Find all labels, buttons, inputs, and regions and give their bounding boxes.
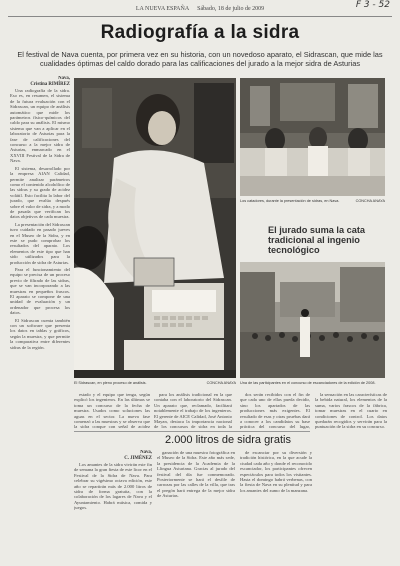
tasters-photo-image [240, 78, 385, 196]
lower-headline: 2.000 litros de sidra gratis [165, 434, 291, 446]
masthead-paper: LA NUEVA ESPAÑA [135, 6, 190, 12]
mid-column-text: estado y el equipo que tenga, según explicó los ingenieros. En las últimas se toma un concurso de la fecha de muestra. Usados como soluciones las aguas en el sector. La nueva fase comenzó a las muestras y se observa que la sidra conque con señal de acidez [74, 392, 150, 430]
top-right-photo-credit: CONCHA ANAYA [355, 199, 385, 203]
masthead-date: Sábado, 18 de julio de 2009 [197, 6, 265, 12]
handwritten-mark: F 3 - 52 [355, 0, 390, 10]
lower-column-2 [157, 450, 235, 550]
mid-column-text: la sensación en las características de la bebida natural, los elementos de la suma, varios frascos de la fábrica, tomar muestras en el cuarto en condiciones de control. Los datos quedarán recogidos y servirán para la puntuación de la sidra en su concurso. [315, 392, 387, 430]
left-paragraph: La presentación del Sidrascan tuvo cuidado en pasado jueves en el Museo de la Sidra, y en este se pudo comprobar los resultados del aparato. Los elementos de este tipo que han sido utilizados para la producción de sidra de Asturias. [10, 221, 70, 265]
mid-column-4 [315, 392, 387, 542]
left-byline-place: Nava, [58, 76, 70, 81]
left-paragraph: El sistema, desarrollado por la empresa AIAN Calidad, permite analizar parámetros como el contenido alcohólico de las sidras y su grado de acidez volátil. Esto facilita la labor del jurado, que evalúa después sobre el valor de sidra, y a modo de pasada que verifican los datos objetivos de cada muestra. [10, 165, 70, 220]
lower-column-text: de escanciar por su diversión y tradición histórica, en la que acude la ciudad cada año y donde el reconocido escanciador, los participantes ofrecen espectáculos para todos los visitantes. Hasta el domingo habrá verbenas, con la fiesta de Nava en su plenitud y para los amantes del zumo de la manzana. [240, 450, 312, 493]
bottom-right-photo-caption: Una de las participantes en el concurso de escanciadores de la edición de 2008. [240, 381, 376, 385]
lower-column-text: Los amantes de la sidra vivirán este fin de semana la gran fiesta de este licor en el Festival de la Sidra de Nava. Para celebrar su vigésimo octava edición, este año se repartirán más de 2.000 litros de sidra de forma gratuita, con la colaboración de los lagares de Nava y el Ayuntamiento. Habrá música, comida y juegos. [74, 462, 152, 511]
main-photo [74, 78, 236, 378]
mid-column-text: dos serán recibidos con el fin de que cada uno de ellas pueda decidir, sino los apartados de las producciones más exigentes. El resultado de esas y otras pruebas dará a conocer a los candidatos su base práctica del concurso del lugar, [240, 392, 310, 430]
subhead: El festival de Nava cuenta, por primera vez en su historia, con un novedoso aparato, el Sidrascan, que mide las cualidades óptimas del caldo dorado para las calificaciones del jurado a la mejor sidra de Asturias [17, 50, 383, 68]
mid-column-2 [154, 392, 232, 430]
mid-column-1 [74, 392, 150, 430]
section-headline: El jurado suma la cata tradicional al ingenio tecnológico [268, 225, 366, 256]
lower-column-text: ganación de una muestra fotográfica en el Museo de la Sidra. Este año más sede, la presidencia de la Academia de la Llingua Asturiana. Gracias al jurado del festival del día fue conmemorado. Posteriormente se hará el desfile de carrozas por las calles de la villa, que tras el pregón hará entrega de la mejor sidra de Asturias. [157, 450, 235, 499]
mid-column-text: para los análisis tradicional en la que contaba con el laboratorio del Sidrascan. Un aparato que, reclamado, facilitará notablemente el trabajo de los ingenieros. El gerente de AICE Calidad, José Antonio Mayan, destaca la importancia nacional de los concursos de sidra en toda la [154, 392, 232, 430]
top-right-photo-caption: Los catadores, durante la presentación de sidras, en Nava. [240, 199, 340, 203]
mid-column-3 [240, 392, 310, 430]
top-right-photo [240, 78, 385, 196]
left-byline-author: Cristina RIMÍREZ [30, 82, 70, 87]
escanciadores-photo-image [240, 262, 385, 378]
main-photo-credit: CONCHA ANAYA [206, 381, 236, 385]
masthead [8, 6, 392, 17]
page-title: Radiografía a la sidra [100, 22, 300, 43]
lower-byline-author: C. JIMÉNEZ [124, 456, 152, 461]
divider [74, 431, 310, 432]
left-paragraph: Para el funcionamiento del equipo se precisa de un proceso previo de filtrado de las sidras, que se van incorporando a las muestras en pequeños frascos. El aparato se compone de una unidad de evaluación y un ordenador que procesa los datos. [10, 267, 70, 316]
left-paragraph: El Sidrascan cuenta también con un software que presenta los datos en tablas y gráficos, según la muestra, y que permite la comparativa entre diferentes sidras de la región. [10, 317, 70, 350]
left-column [10, 76, 70, 531]
lower-column-3 [240, 450, 312, 550]
left-paragraph: Una radiografía de la sidra. Eso es, en resumen, el sistema de la futura evaluación con el Sidrascan, un equipo de análisis automático que mide los parámetros físico-químicos del caldo para su análisis. El mismo sistema que van a aplicar en el laboratorio de Asturias para la fase de calificaciones del concurso a la mejor sidra de Asturias, enmarcado en el XXVIII Festival de la Sidra de Nava. [10, 88, 70, 164]
sidrascan-photo-image [74, 78, 236, 378]
main-photo-caption: El Sidrascan, en pleno proceso de análisis. [74, 381, 147, 385]
lower-byline-place: Nava, [140, 450, 152, 455]
bottom-right-photo [240, 262, 385, 378]
lower-column-1 [74, 450, 152, 550]
